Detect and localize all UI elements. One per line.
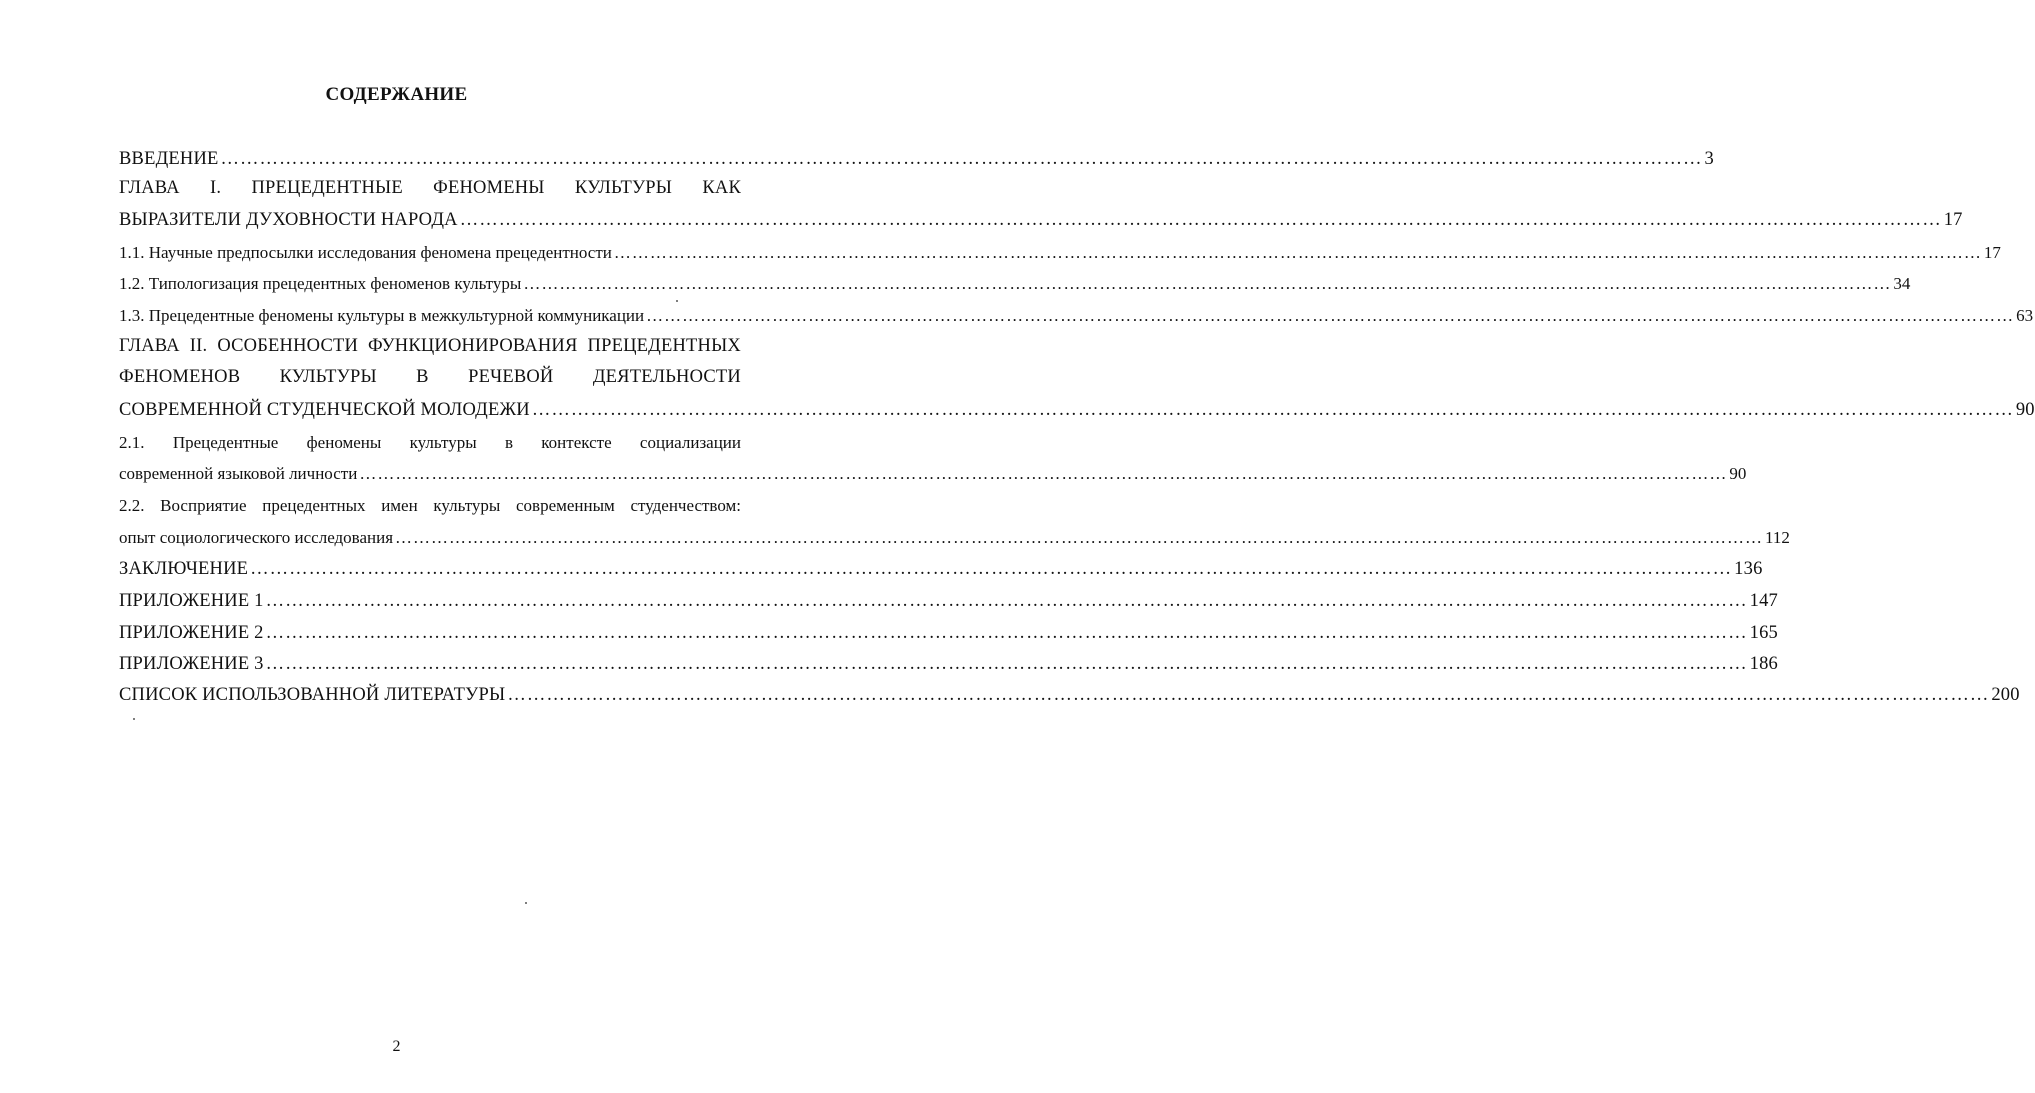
toc-page: 63: [2016, 306, 2034, 325]
toc-page: 17: [1943, 210, 1963, 230]
toc-entry-conclusion[interactable]: ЗАКЛЮЧЕНИЕ ………………………………………………………………………………………………………………………………………………………………………………………………………… 136: [119, 556, 741, 582]
toc-page: 136: [1734, 559, 1763, 579]
toc-entry-appendix-3[interactable]: ПРИЛОЖЕНИЕ 3 ………………………………………………………………………………………………………………………………………………………………………………………………………… 186: [119, 651, 741, 677]
page-number: 2: [392, 1038, 401, 1055]
toc-entry-section-2-1-cont[interactable]: современной языковой личности ………………………………………………………………………………………………………………………………………………………………………………………………………… 90: [119, 461, 741, 487]
toc-page: 165: [1749, 623, 1778, 643]
toc-entry-references[interactable]: СПИСОК ИСПОЛЬЗОВАННОЙ ЛИТЕРАТУРЫ ………………………………………………………………………………………………………………………………………………………………………………………………………… 200: [119, 682, 741, 708]
toc-entry-section-2-2-cont[interactable]: опыт социологического исследования ………………………………………………………………………………………………………………………………………………………………………………………………………… 112: [119, 525, 741, 551]
toc-page: 112: [1765, 528, 1790, 547]
scan-speck: [676, 300, 678, 302]
toc-entry-section-2-2[interactable]: 2.2. Восприятие прецедентных имен культуры современным студенчеством:: [119, 496, 741, 515]
toc-entry-chapter-1[interactable]: ГЛАВА I. ПРЕЦЕДЕНТНЫЕ ФЕНОМЕНЫ КУЛЬТУРЫ КАК: [119, 178, 741, 198]
scan-speck: [133, 718, 135, 720]
toc-page: 90: [2015, 400, 2035, 420]
toc-entry-section-1-1[interactable]: 1.1. Научные предпосылки исследования феномена прецедентности ………………………………………………………………………………………………………………………………………………………………………………………………………… 17: [119, 240, 741, 266]
toc-page: 186: [1749, 654, 1778, 674]
toc-entry-chapter-2-cont[interactable]: ФЕНОМЕНОВ КУЛЬТУРЫ В РЕЧЕВОЙ ДЕЯТЕЛЬНОСТИ: [119, 367, 741, 387]
toc-entry-appendix-2[interactable]: ПРИЛОЖЕНИЕ 2 ………………………………………………………………………………………………………………………………………………………………………………………………………… 165: [119, 620, 741, 646]
toc-entry-section-1-3[interactable]: 1.3. Прецедентные феномены культуры в межкультурной коммуникации ………………………………………………………………………………………………………………………………………………………………………………………………………… 63: [119, 303, 741, 329]
toc-page: 147: [1749, 591, 1778, 611]
toc-entry-chapter-2-cont2[interactable]: СОВРЕМЕННОЙ СТУДЕНЧЕСКОЙ МОЛОДЕЖИ ………………………………………………………………………………………………………………………………………………………………………………………………………… 90: [119, 397, 741, 423]
toc-entry-appendix-1[interactable]: ПРИЛОЖЕНИЕ 1 ………………………………………………………………………………………………………………………………………………………………………………………………………… 147: [119, 588, 741, 614]
toc-page: 90: [1729, 464, 1747, 483]
toc-entry-chapter-2[interactable]: ГЛАВА II. ОСОБЕННОСТИ ФУНКЦИОНИРОВАНИЯ ПРЕЦЕДЕНТНЫХ: [119, 336, 741, 356]
toc-page: 34: [1893, 274, 1911, 293]
toc-page: 200: [1991, 685, 2020, 705]
toc-entry-section-1-2[interactable]: 1.2. Типологизация прецедентных феноменов культуры ………………………………………………………………………………………………………………………………………………………………………………………………………… 34: [119, 271, 741, 297]
page-title: СОДЕРЖАНИЕ: [325, 84, 468, 105]
toc-page: 17: [1983, 243, 2001, 262]
toc-entry-chapter-1-cont[interactable]: ВЫРАЗИТЕЛИ ДУХОВНОСТИ НАРОДА ………………………………………………………………………………………………………………………………………………………………………………………………………… 17: [119, 207, 741, 233]
toc-page: 3: [1704, 149, 1714, 169]
toc-entry-section-2-1[interactable]: 2.1. Прецедентные феномены культуры в контексте социализации: [119, 433, 741, 452]
toc-entry-intro[interactable]: ВВЕДЕНИЕ ………………………………………………………………………………………………………………………………………………………………………………………………………… 3: [119, 146, 741, 172]
scan-speck: [525, 902, 527, 904]
